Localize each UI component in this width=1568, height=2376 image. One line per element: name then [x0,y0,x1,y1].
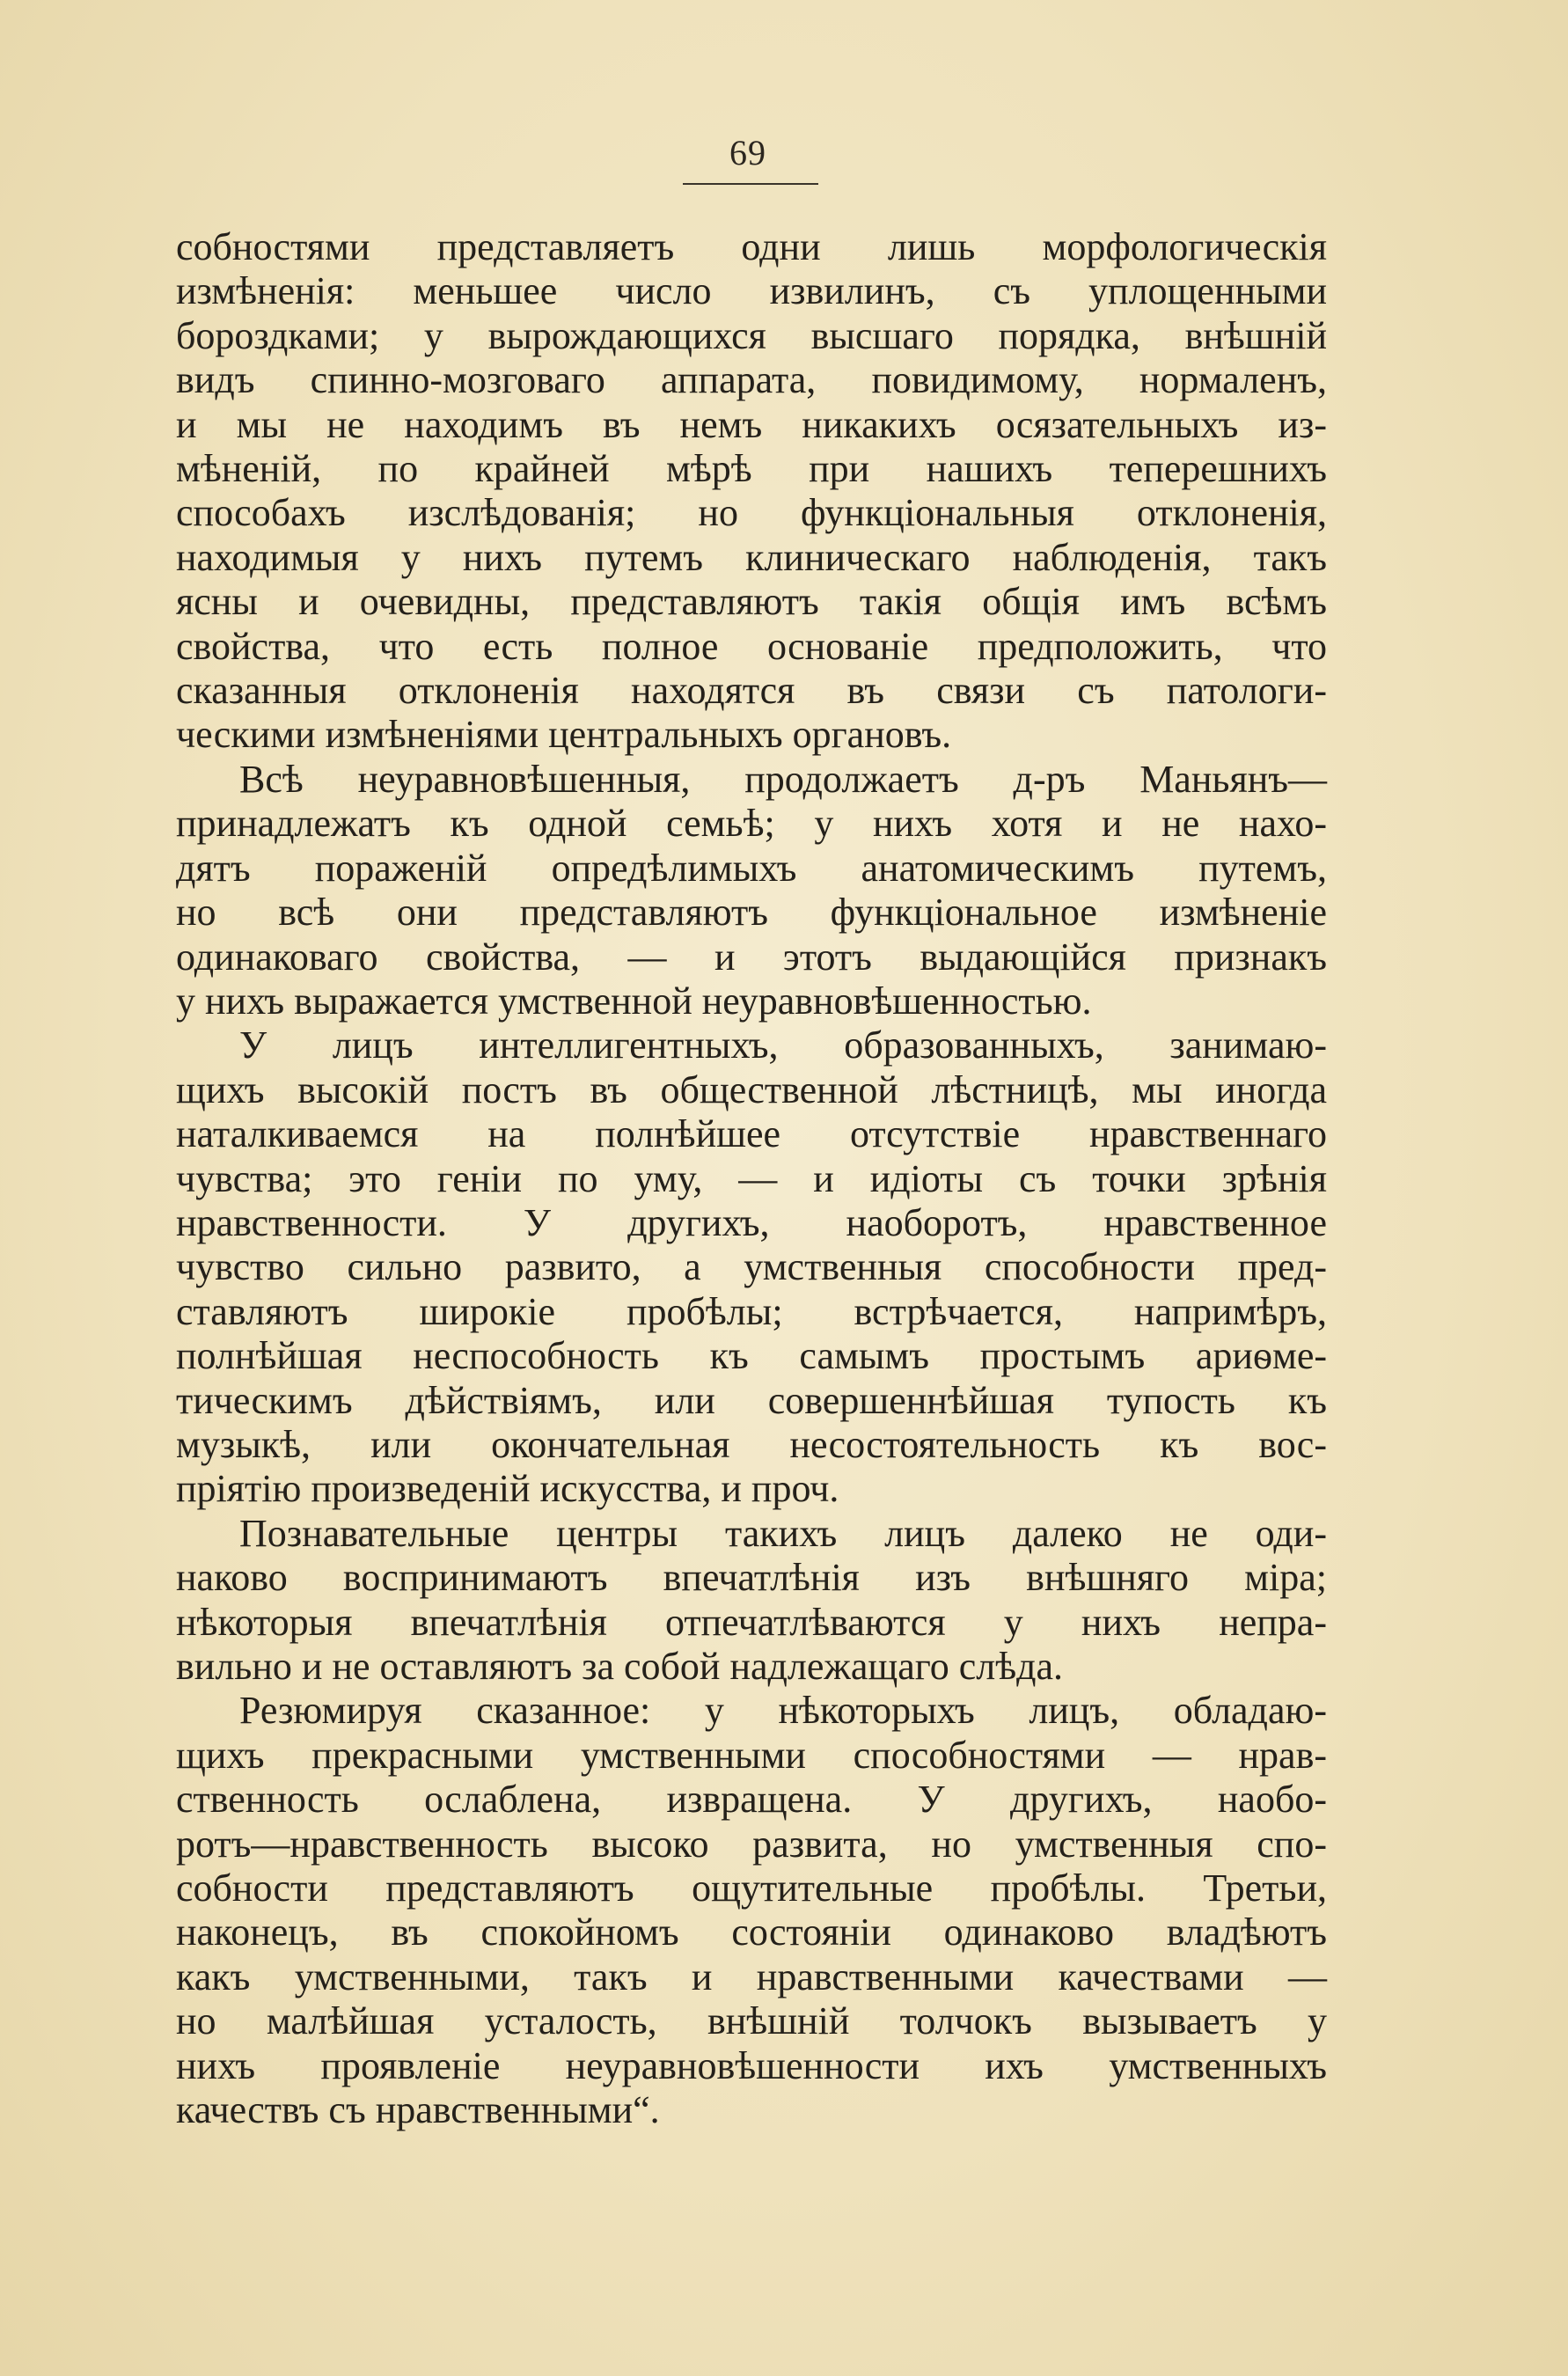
text-line: пріятію произведеній искусства, и проч. [176,1467,839,1511]
text-line: нравственности. У другихъ, наоборотъ, нравственное [176,1200,1327,1244]
text-line: ческими измѣненіями центральныхъ органовъ. [176,713,952,757]
text-line: какъ умственными, такъ и нравственными качествами — [176,1954,1327,1998]
text-line: собности представляютъ ощутительные пробѣлы. Третьи, [176,1866,1327,1910]
text-line: Всѣ неуравновѣшенныя, продолжаетъ д-ръ Маньянъ— [239,757,1327,801]
paragraph [176,1512,1327,1690]
text-line: но малѣйшая усталость, внѣшній толчокъ вызываетъ у [176,1999,1327,2043]
text-line: ставляютъ широкіе пробѣлы; встрѣчается, напримѣръ, [176,1289,1327,1333]
text-line: измѣненія: меньшее число извилинъ, съ уплощенными [176,269,1327,313]
text-line: дятъ пораженій опредѣлимыхъ анатомическимъ путемъ, [176,846,1327,890]
page-number-rule [683,183,818,185]
page-number: 69 [729,133,766,172]
text-line: тическимъ дѣйствіямъ, или совершеннѣйшая тупость къ [176,1378,1327,1422]
text-line: собностями представляетъ одни лишь морфологическія [176,225,1327,268]
text-line: бороздками; у вырождающихся высшаго порядка, внѣшній [176,313,1327,357]
text-line: наконецъ, въ спокойномъ состояніи одинаково владѣютъ [176,1910,1327,1954]
text-line: видъ спинно-мозговаго аппарата, повидимому, нормаленъ, [176,358,1327,402]
text-line: качествъ съ нравственными“. [176,2088,660,2132]
text-line: и мы не находимъ въ немъ никакихъ осязательныхъ из- [176,402,1327,446]
text-line: сказанныя отклоненія находятся въ связи съ патологи- [176,669,1327,713]
text-line: наково воспринимаютъ впечатлѣнія изъ внѣшняго міра; [176,1556,1327,1600]
paragraph [176,1689,1327,2132]
text-line: свойства, что есть полное основаніе предположить, что [176,624,1327,668]
text-line: принадлежатъ къ одной семьѣ; у нихъ хотя и не нахо- [176,802,1327,846]
text-line: нихъ проявленіе неуравновѣшенности ихъ умственныхъ [176,2043,1327,2087]
text-line: одинаковаго свойства, — и этотъ выдающійся признакъ [176,935,1327,979]
text-line: чувства; это геніи по уму, — и идіоты съ точки зрѣнія [176,1156,1327,1200]
text-line: вильно и не оставляютъ за собой надлежащаго слѣда. [176,1645,1064,1688]
paragraph [176,1023,1327,1511]
text-line: щихъ прекрасными умственными способностями — нрав- [176,1733,1327,1777]
text-line: полнѣйшая неспособность къ самымъ простымъ ариѳме- [176,1334,1327,1378]
text-line: У лицъ интеллигентныхъ, образованныхъ, занимаю- [239,1023,1327,1067]
text-line: ротъ—нравственность высоко развита, но умственныя спо- [176,1822,1327,1866]
text-line: наталкиваемся на полнѣйшее отсутствіе нравственнаго [176,1112,1327,1156]
text-line: чувство сильно развито, а умственныя способности пред- [176,1245,1327,1289]
text-line: Резюмируя сказанное: у нѣкоторыхъ лицъ, обладаю- [239,1689,1327,1733]
text-line: но всѣ они представляютъ функціональное измѣненіе [176,891,1327,935]
text-line: способахъ изслѣдованія; но функціональныя отклоненія, [176,491,1327,535]
paragraph [176,225,1327,758]
text-line: ственность ослаблена, извращена. У другихъ, наобо- [176,1778,1327,1822]
text-line: нѣкоторыя впечатлѣнія отпечатлѣваются у нихъ непра- [176,1600,1327,1644]
text-line: находимыя у нихъ путемъ клиническаго наблюденія, такъ [176,535,1327,579]
body-text [176,225,1327,2132]
text-line: мѣненій, по крайней мѣрѣ при нашихъ теперешнихъ [176,447,1327,491]
paragraph [176,758,1327,1023]
text-line: ясны и очевидны, представляютъ такія общія имъ всѣмъ [176,580,1327,624]
text-line: музыкѣ, или окончательная несостоятельность къ вос- [176,1422,1327,1466]
text-line: у нихъ выражается умственной неуравновѣшенностью. [176,979,1092,1023]
text-line: Познавательные центры такихъ лицъ далеко не оди- [239,1511,1327,1555]
text-line: щихъ высокій постъ въ общественной лѣстницѣ, мы иногда [176,1067,1327,1111]
